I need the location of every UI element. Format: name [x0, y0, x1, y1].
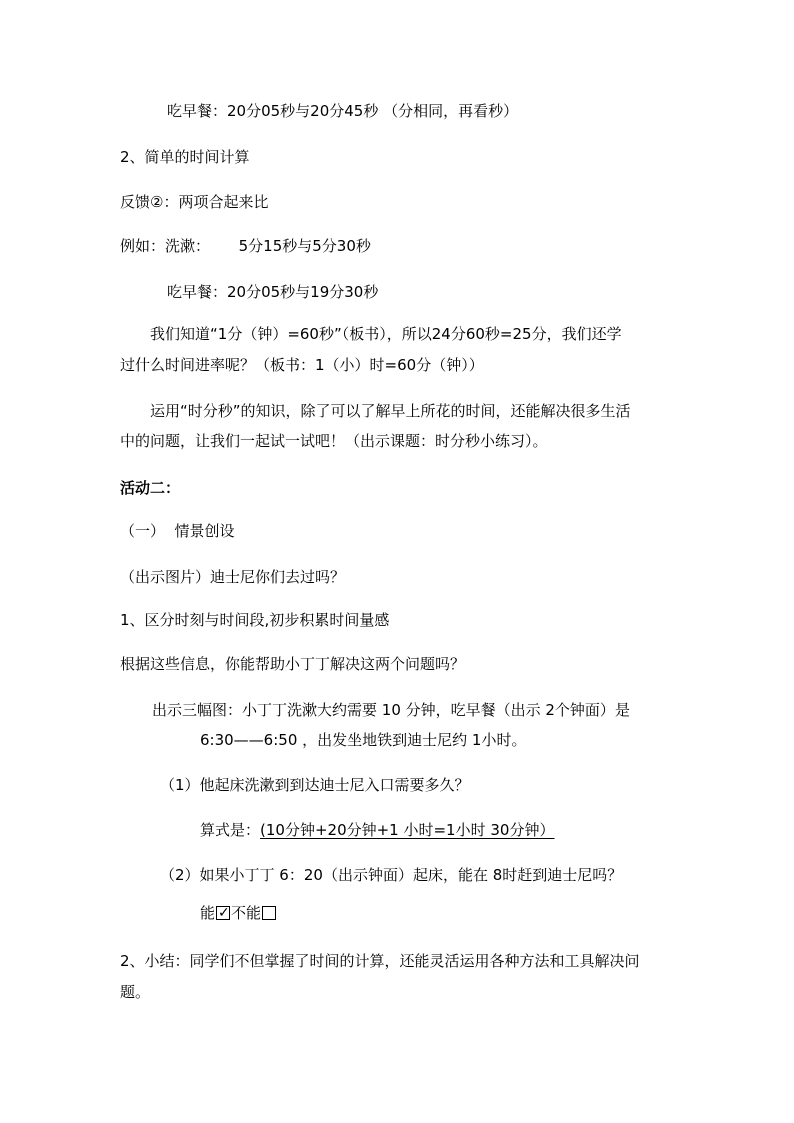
text-line: 吃早餐：20分05秒与19分30秒 [167, 283, 379, 301]
question-2: （2）如果小丁丁 6：20（出示钟面）起床，能在 8时赶到迪士尼吗？ [160, 866, 623, 884]
section-heading: 1、区分时刻与时间段,初步积累时间量感 [120, 611, 390, 629]
choice-yes-label: 能 [200, 904, 216, 922]
text-line: 根据这些信息，你能帮助小丁丁解决这两个问题吗？ [120, 655, 466, 673]
choice-no-label: 不能 [231, 904, 262, 922]
sub-heading: （一） 情景创设 [120, 522, 235, 540]
paragraph-line: 过什么时间进率呢？（板书：1（小）时=60分（钟）） [120, 356, 484, 374]
checked-checkbox[interactable] [216, 906, 230, 920]
answer-choices [200, 898, 277, 928]
text-line: 吃早餐：20分05秒与20分45秒 （分相同，再看秒） [167, 102, 519, 120]
section-heading: 2、简单的时间计算 [120, 148, 250, 166]
activity-heading: 活动二： [120, 479, 181, 497]
summary-line: 题。 [120, 983, 151, 1001]
paragraph-line: 出示三幅图：小丁丁洗漱大约需要 10 分钟，吃早餐（出示 2个钟面）是 [152, 701, 630, 719]
text-line: 例如：洗漱： 5分15秒与5分30秒 [120, 237, 371, 255]
text-line: （出示图片）迪士尼你们去过吗？ [120, 568, 346, 586]
paragraph-line: 中的问题，让我们一起试一试吧！（出示课题：时分秒小练习）。 [120, 432, 548, 450]
question-1: （1）他起床洗漱到到达迪士尼入口需要多久？ [160, 776, 470, 794]
paragraph-line: 6:30——6:50 ，出发坐地铁到迪士尼约 1小时。 [200, 731, 527, 749]
summary-line: 2、小结：同学们不但掌握了时间的计算，还能灵活运用各种方法和工具解决问 [120, 952, 640, 970]
checkmark-icon: ✓ [218, 905, 230, 921]
text-line: 反馈②：两项合起来比 [120, 193, 269, 211]
paragraph-line: 运用“时分秒”的知识，除了可以了解早上所花的时间，还能解决很多生活 [150, 402, 631, 420]
formula-label: 算式是： [200, 821, 261, 839]
formula-line [200, 815, 554, 845]
empty-checkbox[interactable] [262, 906, 276, 920]
paragraph-line: 我们知道“1分（钟）=60秒”（板书），所以24分60秒=25分，我们还学 [150, 325, 622, 343]
formula-answer: (10分钟+20分钟+1 小时=1小时 30分钟） [260, 821, 555, 839]
